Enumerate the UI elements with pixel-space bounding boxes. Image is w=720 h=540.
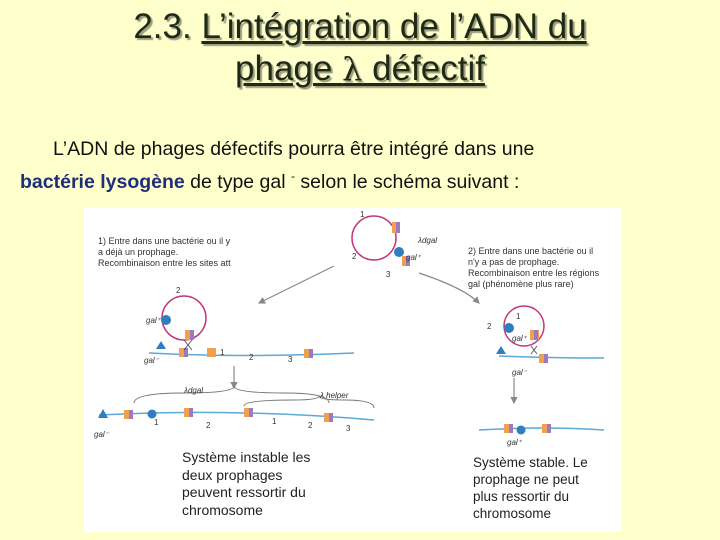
num-1-left: 1 <box>220 348 225 357</box>
phage-circle-top <box>352 216 396 260</box>
num-3-left: 3 <box>288 355 293 364</box>
title-line-1 <box>0 6 720 48</box>
superscript-minus: - <box>291 169 295 183</box>
paragraph-text-3: selon le schéma suivant : <box>295 171 520 193</box>
label-galplus-right: gal⁺ <box>512 334 527 343</box>
label-ldgal-bottom: λdgal <box>184 386 204 395</box>
result-stable: Système stable. Le prophage ne peut plus ressortir du chromosome <box>473 455 588 521</box>
label-galminus-left: gal⁻ <box>144 356 159 365</box>
num-1-right: 1 <box>516 312 521 321</box>
label-galplus-bottom-right: gal⁺ <box>507 438 522 447</box>
label-galminus-right: gal⁻ <box>512 368 527 377</box>
num-2-right: 2 <box>487 322 492 331</box>
title-line-2 <box>0 48 720 90</box>
slide-title <box>0 6 720 90</box>
num-2-left-b: 2 <box>249 353 254 362</box>
title-text-1: L’intégration de l’ADN du <box>201 7 587 46</box>
paragraph-text-1: L’ADN de phages défectifs pourra être intégré dans une <box>53 138 535 160</box>
title-number: 2.3. <box>133 7 192 46</box>
label-lhelper: λ helper <box>320 391 349 400</box>
label-ldgal-top: λdgal <box>418 236 438 245</box>
result-unstable: Système instable les deux prophages peuvent ressortir du chromosome <box>182 449 311 518</box>
lambda-symbol: λ <box>342 50 363 88</box>
highlight-term: bactérie lysogène <box>20 171 185 193</box>
num-3-bottom: 3 <box>346 424 351 433</box>
integration-diagram <box>84 208 622 532</box>
num-2-bottom-b: 2 <box>308 421 313 430</box>
num-1-top: 1 <box>360 210 365 219</box>
label-galplus-top: gal⁺ <box>406 253 421 262</box>
num-1-bottom: 1 <box>154 418 159 427</box>
num-1-bottom-b: 1 <box>272 417 277 426</box>
num-2-left: 2 <box>176 286 181 295</box>
paragraph-text-2: de type gal <box>184 171 291 193</box>
num-2-bottom: 2 <box>206 421 211 430</box>
num-2-top: 2 <box>352 252 357 261</box>
label-galminus-bottom: gal⁻ <box>94 430 109 439</box>
caption-case-1: 1) Entre dans une bactérie ou il y a déjà un prophage. Recombinaison entre les sites att <box>98 236 231 268</box>
intro-paragraph <box>20 136 680 196</box>
title-text-2: phage λ défectif <box>235 49 485 88</box>
num-3-top: 3 <box>386 270 391 279</box>
caption-case-2: 2) Entre dans une bactérie ou il n'y a pas de prophage. Recombinaison entre les régions gal (phénomène plus rare) <box>468 246 600 289</box>
label-galplus-left: gal⁺ <box>146 316 161 325</box>
